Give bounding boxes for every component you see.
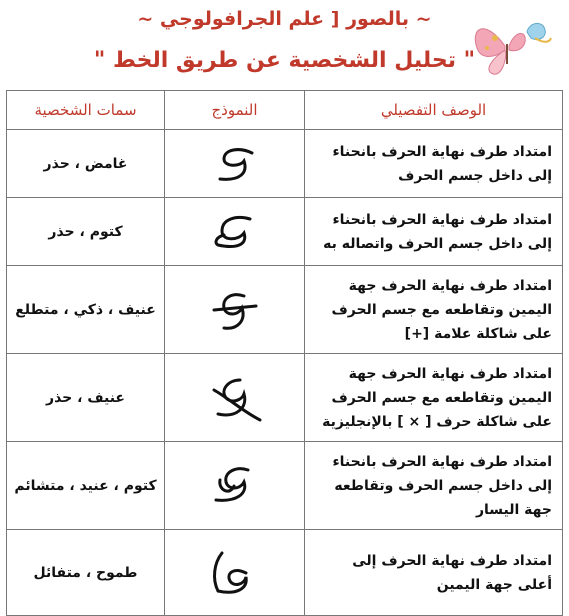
row-description: امتداد طرف نهاية الحرف بانحناء إلى داخل جسم الحرف — [305, 130, 563, 198]
handwriting-sample-cell — [165, 266, 305, 354]
row-traits: طموح ، متفائل — [7, 530, 165, 616]
column-header-description: الوصف التفصيلي — [305, 91, 563, 130]
table-row — [7, 130, 563, 198]
handwriting-sample-upward-right-icon — [200, 543, 270, 603]
row-traits: كتوم ، عنيد ، متشائم — [7, 442, 165, 530]
table-row — [7, 266, 563, 354]
handwriting-sample-cell — [165, 442, 305, 530]
butterfly-icon — [465, 8, 555, 78]
column-header-sample: النموذج — [165, 91, 305, 130]
handwriting-sample-curl-inside-icon — [200, 139, 270, 189]
page-title: ~ بالصور [ علم الجرافولوجي ~ — [137, 8, 432, 30]
handwriting-sample-x-cross-icon — [200, 368, 270, 428]
page-subtitle: " تحليل الشخصية عن طريق الخط " — [93, 48, 476, 73]
handwriting-sample-cell — [165, 530, 305, 616]
row-description: امتداد طرف نهاية الحرف بانحناء إلى داخل جسم الحرف وتقاطعه جهة اليسار — [305, 442, 563, 530]
table-row — [7, 442, 563, 530]
handwriting-sample-cell — [165, 354, 305, 442]
column-header-traits: سمات الشخصية — [7, 91, 165, 130]
handwriting-sample-left-cross-icon — [200, 456, 270, 516]
row-traits: عنيف ، حذر — [7, 354, 165, 442]
handwriting-sample-plus-cross-icon — [200, 280, 270, 340]
table-row — [7, 530, 563, 616]
row-description: امتداد طرف نهاية الحرف جهة اليمين وتقاطعه مع جسم الحرف على شاكلة علامة [+] — [305, 266, 563, 354]
row-traits: عنيف ، ذكي ، متطلع — [7, 266, 165, 354]
page-header — [0, 0, 569, 88]
row-traits: غامض ، حذر — [7, 130, 165, 198]
table-row — [7, 354, 563, 442]
handwriting-sample-curl-connected-icon — [200, 207, 270, 257]
graphology-table — [6, 90, 563, 616]
handwriting-sample-cell — [165, 198, 305, 266]
handwriting-sample-cell — [165, 130, 305, 198]
table-header-row — [7, 91, 563, 130]
row-traits: كتوم ، حذر — [7, 198, 165, 266]
row-description: امتداد طرف نهاية الحرف بانحناء إلى داخل جسم الحرف واتصاله به — [305, 198, 563, 266]
row-description: امتداد طرف نهاية الحرف جهة اليمين وتقاطعه مع جسم الحرف على شاكلة حرف [ × ] بالإنجليزية — [305, 354, 563, 442]
row-description: امتداد طرف نهاية الحرف إلى أعلى جهة اليمين — [305, 530, 563, 616]
table-row — [7, 198, 563, 266]
